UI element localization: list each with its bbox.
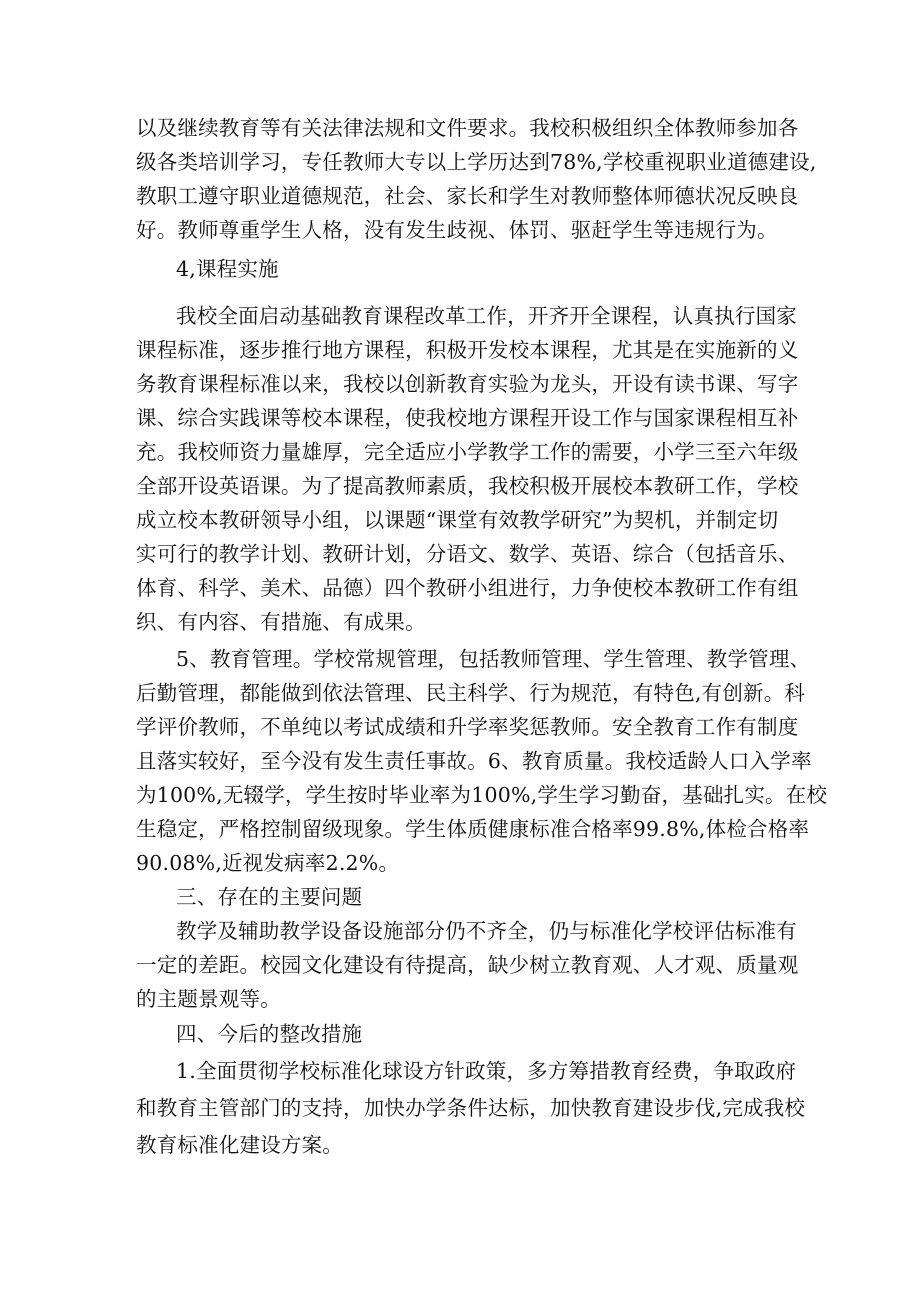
- text-line: 1.全面贯彻学校标准化球设方针政策，多方筹措教育经费，争取政府: [176, 1059, 797, 1083]
- section-heading-main-problems: 三、存在的主要问题: [176, 885, 363, 909]
- text-line: 一定的差距。校园文化建设有待提高，缺少树立教育观、人才观、质量观: [136, 953, 799, 977]
- section-heading-course-implementation: 4,课程实施: [176, 257, 279, 281]
- text-line: 充。我校师资力量雄厚，完全适应小学教学工作的需要，小学三至六年级: [136, 440, 799, 464]
- text-line: 教职工遵守职业道德规范，社会、家长和学生对教师整体师德状况反映良: [136, 184, 799, 208]
- text-line: 我校全面启动基础教育课程改革工作，开齐开全课程，认真执行国家: [176, 304, 797, 328]
- text-line: 课程标准，逐步推行地方课程，积极开发校本课程，尤其是在实施新的义: [136, 338, 799, 362]
- text-line: 生稳定，严格控制留级现象。学生体质健康标准合格率99.8%,体检合格率: [136, 817, 810, 841]
- text-line: 好。教师尊重学生人格，没有发生歧视、体罚、驱赶学生等违规行为。: [136, 218, 778, 242]
- text-line: 全部开设英语课。为了提高教师素质，我校积极开展校本教研工作，学校: [136, 474, 799, 498]
- section-heading-rectification-measures: 四、今后的整改措施: [176, 1022, 363, 1046]
- text-line: 为100%,无辍学，学生按时毕业率为100%,学生学习勤奋，基础扎实。在校: [136, 783, 828, 807]
- text-line: 教育标准化建设方案。: [136, 1133, 343, 1157]
- text-line: 且落实较好，至今没有发生责任事故。6、教育质量。我校适龄人口入学率: [136, 749, 812, 773]
- text-line: 和教育主管部门的支持，加快办学条件达标，加快教育建设步伐,完成我校: [136, 1096, 806, 1120]
- text-line: 级各类培训学习，专任教师大专以上学历达到78%,学校重视职业道德建设,: [136, 150, 817, 174]
- text-line: 5、教育管理。学校常规管理，包括教师管理、学生管理、教学管理、: [176, 647, 811, 671]
- text-line: 体育、科学、美术、品德）四个教研小组进行，力争使校本教研工作有组: [136, 576, 799, 600]
- text-line: 学评价教师，不单纯以考试成绩和升学率奖惩教师。安全教育工作有制度: [136, 715, 799, 739]
- text-line: 实可行的教学计划、教研计划，分语文、数学、英语、综合（包括音乐、: [136, 542, 799, 566]
- text-line: 教学及辅助教学设备设施部分仍不齐全，仍与标准化学校评估标准有: [176, 919, 797, 943]
- text-line: 90.08%,近视发病率2.2%。: [136, 851, 400, 875]
- text-line: 后勤管理，都能做到依法管理、民主科学、行为规范，有特色,有创新。科: [136, 681, 806, 705]
- text-line: 织、有内容、有措施、有成果。: [136, 610, 426, 634]
- text-line: 成立校本教研领导小组，以课题“课堂有效教学研究”为契机，并制定切: [136, 508, 779, 532]
- text-line: 的主题景观等。: [136, 987, 281, 1011]
- text-line: 以及继续教育等有关法律法规和文件要求。我校积极组织全体教师参加各: [136, 116, 799, 140]
- text-line: 课、综合实践课等校本课程，使我校地方课程开设工作与国家课程相互补: [136, 406, 799, 430]
- text-line: 务教育课程标准以来，我校以创新教育实验为龙头，开设有读书课、写字: [136, 372, 799, 396]
